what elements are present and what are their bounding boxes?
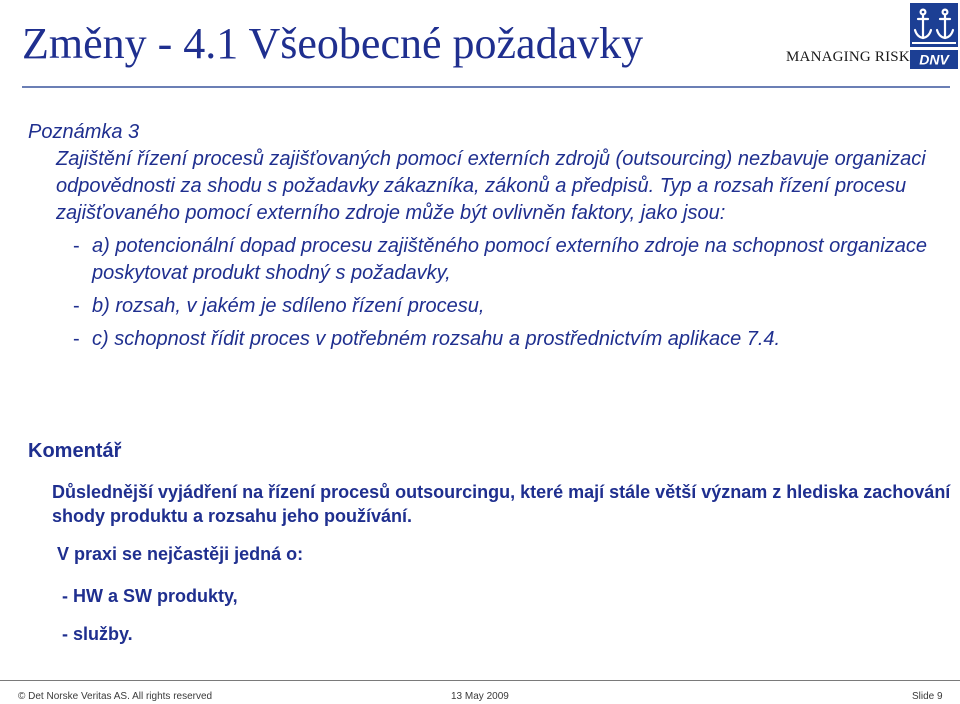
- bullet-dash: -: [73, 295, 80, 317]
- practice-item-services: - služby.: [62, 624, 133, 644]
- brand-tagline: MANAGING RISK: [786, 49, 910, 65]
- footer-slide-number: Slide 9: [912, 691, 943, 702]
- note-block: [28, 119, 928, 353]
- footer-date: 13 May 2009: [451, 691, 509, 702]
- note-paragraph: Zajištění řízení procesů zajišťovaných pomocí externích zdrojů (outsourcing) nezbavuje organizaci odpovědnosti za shodu s požadavky zákazníka, zákonů a předpisů. Typ a rozsah řízení procesu zajišťovaného pomocí externího zdroje může být ovlivněn faktory, jako jsou:: [56, 148, 926, 224]
- slide-title: Změny - 4.1 Všeobecné požadavky: [22, 19, 644, 68]
- comment-text: Důslednější vyjádření na řízení procesů outsourcingu, které mají stále větší význam z hlediska zachování shody produktu a rozsahu jeho používání.: [52, 482, 951, 526]
- dnv-logo: [910, 3, 958, 69]
- bullet-dash: -: [73, 235, 80, 257]
- note-bullet: [28, 293, 928, 320]
- bullet-dash: -: [73, 328, 80, 350]
- header-divider: [22, 86, 950, 88]
- note-heading: Poznámka 3: [28, 121, 140, 143]
- note-item-c: c) schopnost řídit proces v potřebném rozsahu a prostřednictvím aplikace 7.4.: [92, 328, 781, 350]
- dnv-logo-text: DNV: [919, 51, 949, 68]
- footer-copyright: © Det Norske Veritas AS. All rights reserved: [18, 691, 213, 702]
- footer-divider: [0, 680, 960, 681]
- comment-heading: Komentář: [28, 440, 122, 462]
- practice-item-hw-sw: - HW a SW produkty,: [62, 586, 238, 606]
- note-item-b: b) rozsah, v jakém je sdíleno řízení procesu,: [92, 295, 485, 317]
- note-bullet: [28, 233, 928, 287]
- note-item-a: a) potencionální dopad procesu zajištěného pomocí externího zdroje na schopnost organizace poskytovat produkt shodný s požadavky,: [92, 235, 927, 284]
- note-bullet: [28, 326, 928, 353]
- practice-heading: V praxi se nejčastěji jedná o:: [57, 544, 304, 564]
